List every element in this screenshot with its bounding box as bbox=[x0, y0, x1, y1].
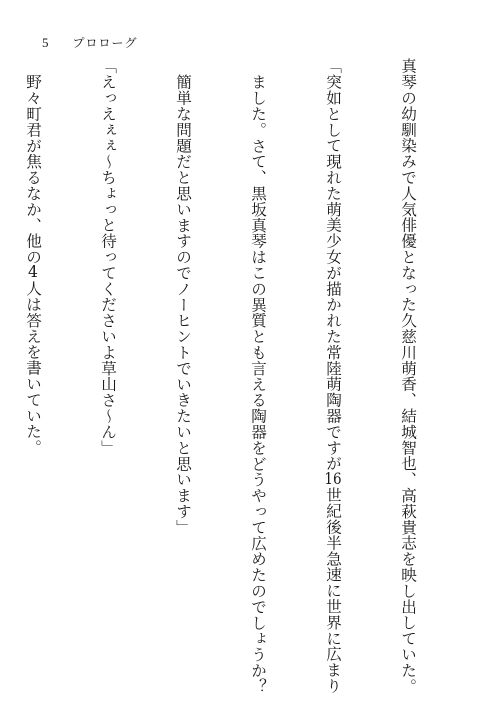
page-number: 5 bbox=[42, 35, 49, 50]
running-head: プロローグ bbox=[72, 36, 138, 50]
page-header bbox=[42, 34, 138, 51]
text-line: 真琴の幼馴染みで人気俳優となった久慈川萌香、結城智也、高萩貴志を映し出していた。 bbox=[399, 58, 417, 694]
text-line: 野々町君が焦るなか、他の4人は答えを書いていた。 bbox=[24, 73, 42, 455]
text-line: 「えっえぇぇ～ちょっと待ってくださいよ草山さ～ん」 bbox=[99, 58, 117, 456]
body-text bbox=[0, 58, 470, 694]
text-line: ました。さて、黒坂真琴はこの異質とも言える陶器をどうやって広めたのでしょうか？ bbox=[249, 73, 267, 694]
text-line: 「突如として現れた萌美少女が描かれた常陸萌陶器ですが16世紀後半急速に世界に広まり bbox=[324, 58, 342, 694]
text-line: 簡単な問題だと思いますのでノーヒントでいきたいと思います」 bbox=[174, 73, 192, 535]
